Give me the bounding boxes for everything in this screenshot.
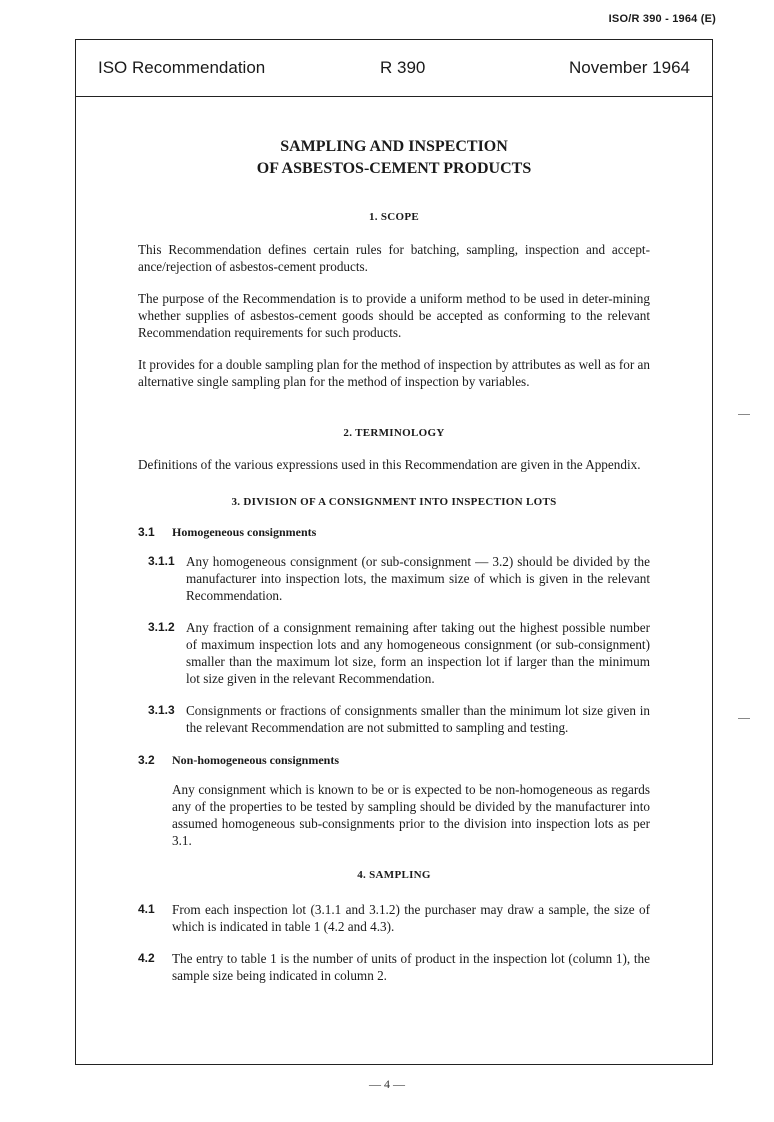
document-title	[138, 136, 650, 180]
title-line-1: SAMPLING AND INSPECTION	[280, 138, 508, 155]
header-standard-number: R 390	[380, 58, 426, 77]
clause-3-1-2-number: 3.1.2	[148, 620, 175, 634]
section-heading-terminology: 2. TERMINOLOGY	[343, 427, 445, 439]
terminology-paragraph: Definitions of the various expressions used in this Recommendation are given in the Appendix.	[138, 457, 641, 472]
subsection-3-1-title: Homogeneous consignments	[172, 525, 317, 539]
clause-3-1-1-number: 3.1.1	[148, 554, 175, 568]
clause-4-1	[138, 901, 650, 935]
scope-paragraph-3: It provides for a double sampling plan for the method of inspection by attributes as well as for an alternative single sampling plan for the method of inspection by variables.	[138, 357, 650, 389]
clause-3-1-1	[138, 553, 650, 604]
clause-3-1-1-text: Any homogeneous consignment (or sub-consignment — 3.2) should be divided by the manufacturer into inspection lots, the maximum size of which is given in the relevant Recommendation.	[186, 554, 650, 603]
clause-4-2-text: The entry to table 1 is the number of units of product in the inspection lot (column 1), the sample size being indicated in column 2.	[172, 951, 650, 983]
section-heading-scope: 1. SCOPE	[368, 211, 420, 223]
clause-3-1-2	[138, 619, 650, 687]
subsection-3-1-heading	[138, 525, 650, 540]
clause-4-2-number: 4.2	[138, 951, 155, 965]
subsection-3-2-text: Any consignment which is known to be or is expected to be non-homogeneous as regards any of the properties to be tested by sampling should be divided by the manufacturer into assumed homogeneous sub-consignments prior to the division into inspection lots as per 3.1.	[172, 782, 650, 848]
header-bar	[76, 40, 712, 97]
clause-3-1-2-text: Any fraction of a consignment remaining after taking out the highest possible number of maximum inspection lots and any homogeneous consignment (or sub-consignment) smaller than the maximum lot size, form an inspection lot if larger than the minimum lot size given in the relevant Recommendation.	[186, 620, 650, 686]
header-date: November 1964	[569, 58, 690, 77]
title-line-2: OF ASBESTOS-CEMENT PRODUCTS	[256, 160, 532, 177]
margin-tick	[738, 414, 750, 415]
page-number: — 4 —	[369, 1077, 405, 1091]
margin-tick	[738, 718, 750, 719]
clause-4-1-text: From each inspection lot (3.1.1 and 3.1.2) the purchaser may draw a sample, the size of which is indicated in table 1 (4.2 and 4.3).	[172, 902, 650, 934]
page-frame	[75, 39, 713, 1065]
clause-4-2	[138, 950, 650, 984]
header-recommendation-label: ISO Recommendation	[98, 58, 266, 77]
subsection-3-1-number: 3.1	[138, 525, 155, 539]
document-reference: ISO/R 390 - 1964 (E)	[608, 13, 716, 25]
clause-3-1-3	[138, 702, 650, 736]
section-heading-division: 3. DIVISION OF A CONSIGNMENT INTO INSPECTION LOTS	[231, 496, 557, 508]
clause-3-1-3-number: 3.1.3	[148, 703, 175, 717]
subsection-3-2-number: 3.2	[138, 753, 155, 767]
scope-paragraph-2: The purpose of the Recommendation is to provide a uniform method to be used in deter-mining whether supplies of asbestos-cement goods should be accepted as conforming to the relevant Recommendation requirements for such products.	[138, 291, 650, 340]
subsection-3-2-title: Non-homogeneous consignments	[172, 753, 340, 767]
clause-4-1-number: 4.1	[138, 902, 155, 916]
document-content	[138, 136, 650, 984]
section-heading-sampling: 4. SAMPLING	[357, 869, 431, 881]
scope-paragraph-1: This Recommendation defines certain rules for batching, sampling, inspection and accept-ance/rejection of asbestos-cement products.	[138, 242, 650, 274]
clause-3-1-3-text: Consignments or fractions of consignments smaller than the minimum lot size given in the relevant Recommendation are not submitted to sampling and testing.	[186, 703, 650, 735]
subsection-3-2-heading	[138, 753, 650, 768]
